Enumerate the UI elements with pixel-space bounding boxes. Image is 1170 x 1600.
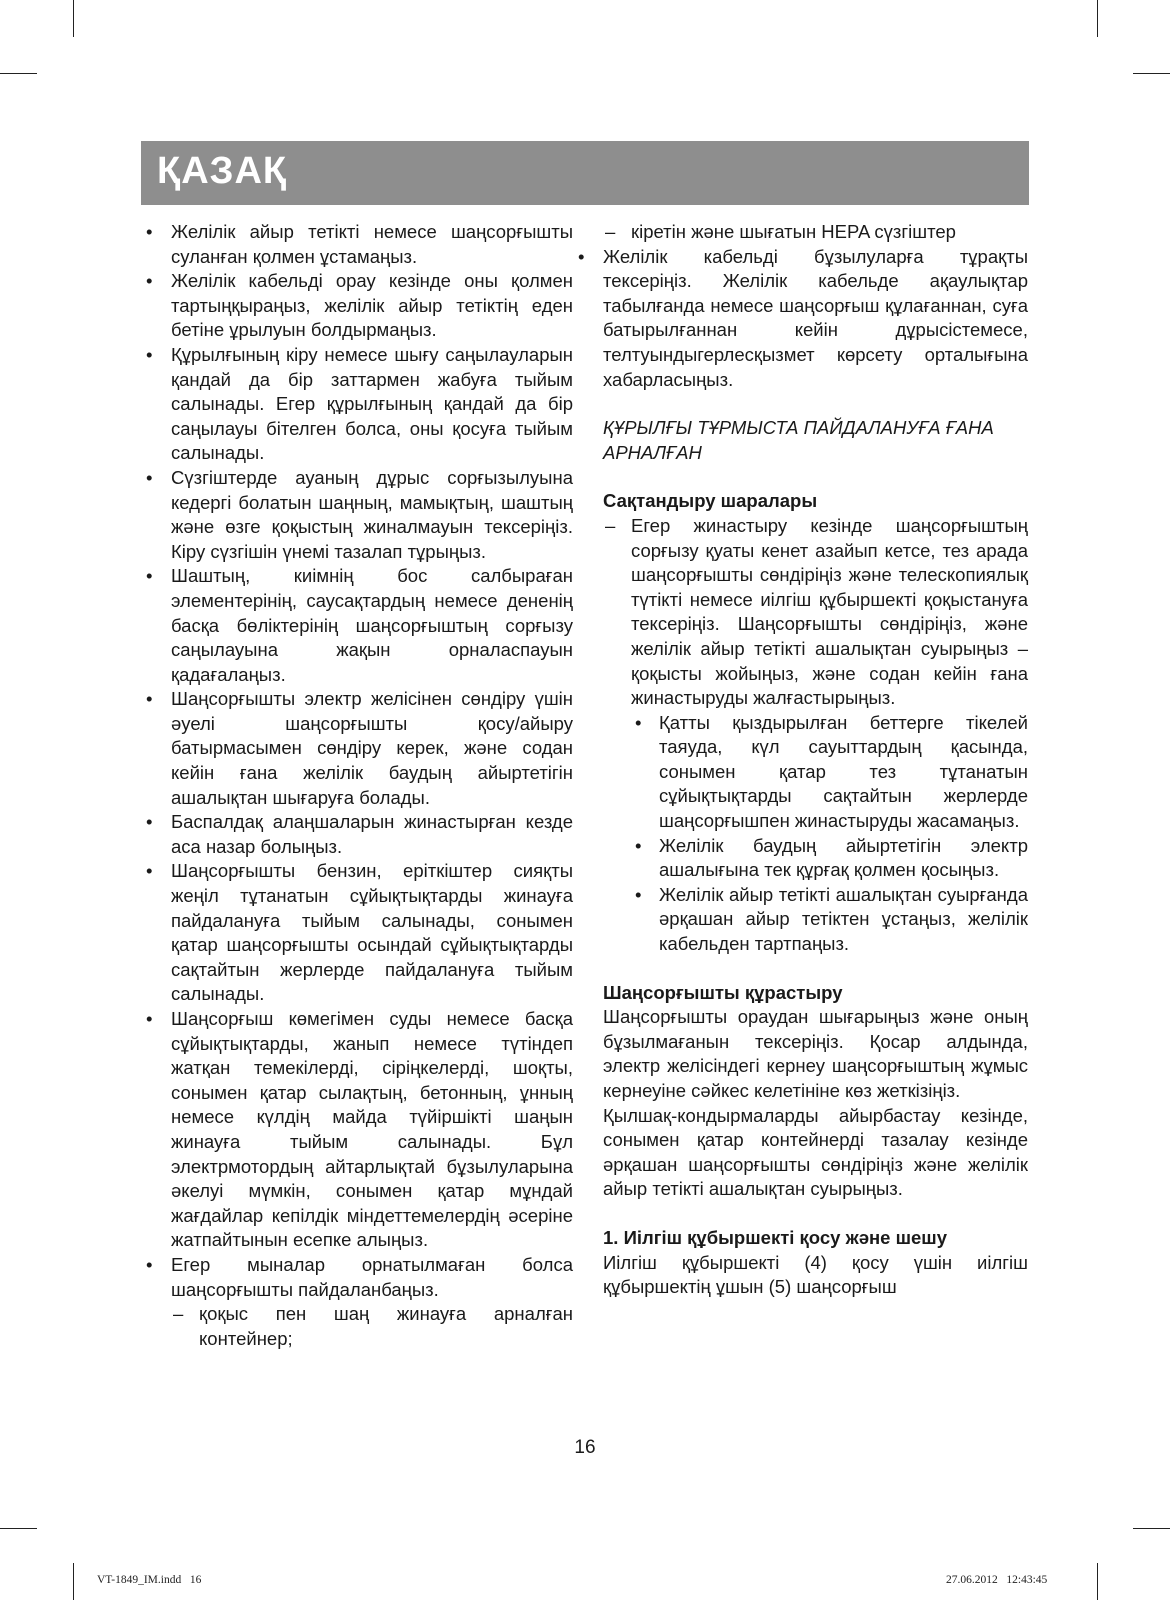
household-use-notice: ҚҰРЫЛҒЫ ТҰРМЫСТА ПАЙДАЛАНУҒА ҒАНА АРНАЛҒАН — [603, 417, 994, 463]
language-header-bar — [141, 141, 1029, 205]
list-item: • Желілік айыр тетікті немесе шаңсорғышты суланған қолмен ұстамаңыз. — [143, 220, 573, 269]
section-title-assembly: Шаңсорғышты құрастыру — [603, 981, 843, 1003]
list-item-text: Егер жинастыру кезінде шаңсорғыштың сорғызу қуаты кенет азайып кетсе, тез арада шаңсорғышты сөндіріңіз және телескопиялық түтікті немесе иілгіш құбыршекті қоқыстануға тексеріңіз. Шаңсорғышты сөндіріңіз, және желілік айыр тетікті ашалықтан суырыңыз – қоқысты жойыңыз, және содан кейін ғана жинастыруды жалғастырыңыз. — [631, 514, 1028, 709]
list-item-text: Егер мыналар орнатылмаған болса шаңсорғышты пайдаланбаңыз. — [171, 1253, 573, 1300]
assembly-paragraph: Қылшақ-кондырмаларды айырбастау кезінде, сонымен қатар контейнерді тазалау кезінде әрқашан шаңсорғышты сөндіріңіз және желілік айыр тетікті ашалықтан суырыңыз. — [603, 1104, 1028, 1200]
left-column — [143, 220, 573, 1351]
list-item: • Желілік кабельді бұзылуларға тұрақты тексеріңіз. Желілік кабельде ақаулықтар табылғанда немесе шаңсорғыш құлағаннан, суға батырылғаннан кейін дұрысістемесе, телтуындыгерлесқызмет көрсету орталығына хабарласыңыз. — [575, 245, 1028, 393]
sub-list-item: – кіретін және шығатын HEPA сүзгіштер — [603, 220, 1028, 245]
continued-dash-list — [603, 220, 1028, 245]
safety-bullet-list — [143, 220, 573, 1351]
date-slug: 27.06.2012 12:43:45 — [946, 1574, 1048, 1586]
crop-mark — [0, 1528, 37, 1529]
continued-bullet-list — [575, 245, 1028, 393]
crop-mark — [1097, 1563, 1098, 1600]
right-column — [603, 220, 1028, 1300]
list-item: • Құрылғының кіру немесе шығу саңылауларын қандай да бір заттармен жабуға тыйым салынады. Егер құрылғының қандай да бір саңылауы бітелген болса, оны қосуға тыйым салынады. — [143, 343, 573, 466]
sub-list-item: – қоқыс пен шаң жинауға арналған контейнер; — [171, 1302, 573, 1351]
list-item: • Желілік кабельді орау кезінде оны қолмен тартыңқыраңыз, желілік айыр тетіктің еден бетіне ұрылуын болдырмаңыз. — [143, 269, 573, 343]
list-item: • Шаштың, киімнің бос салбыраған элементерінің, саусақтардың немесе дененің басқа бөліктерінің шаңсорғыштың сорғызу саңылауына жақын орналаспауын қадағалаңыз. — [143, 564, 573, 687]
crop-mark — [73, 1563, 74, 1600]
page-number: 16 — [574, 1437, 596, 1458]
sub-list-item: • Желілік баудың айыртетігін электр ашалығына тек құрғақ қолмен қосыңыз. — [631, 834, 1028, 883]
file-slug: VT-1849_IM.indd 16 — [97, 1574, 202, 1586]
crop-mark — [1133, 1528, 1170, 1529]
list-item — [603, 514, 1028, 957]
language-title: ҚАЗАҚ — [157, 150, 288, 192]
sub-list-item: • Желілік айыр тетікті ашалықтан суырғанда әрқашан айыр тетіктен ұстаңыз, желілік кабельден тартпаңыз. — [631, 883, 1028, 957]
crop-mark — [1133, 73, 1170, 74]
list-item: • Сүзгіштерде ауаның дұрыс сорғызылуына кедергі болатын шаңның, мамықтың, шаштың және өзге қоқыстың жиналмауын тексеріңіз. Кіру сүзгішін үнемі тазалап тұрыңыз. — [143, 466, 573, 564]
list-item: • Шаңсорғышты электр желісінен сөндіру үшін әуелі шаңсорғышты қосу/айыру батырмасымен сөндіру керек, және содан кейін ғана желілік баудың айыртетігін ашалықтан шығаруға болады. — [143, 687, 573, 810]
sub-list-item: • Қатты қыздырылған беттерге тікелей таяуда, күл сауыттардың қасында, сонымен қатар тез тұтанатын сұйықтықтарды сақтайтын жерлерде шаңсорғышпен жинастыруды жасамаңыз. — [631, 711, 1028, 834]
list-item: • Шаңсорғыш көмегімен суды немесе басқа сұйықтықтарды, жанып немесе түтіндеп жатқан темекілерді, сіріңкелерді, шоқты, сонымен қатар сылақтың, бетонның, ұнның немесе күлдің майда түйіршікті шаңын жинауға тыйым салынады. Бұл электрмотордың айтарлықтай бұзылуларына әкелуі мүмкін, сонымен қатар мұндай жағдайлар кепілдік міндеттемелердің әсеріне жатпайтынын есепке алыңыз. — [143, 1007, 573, 1253]
list-item: • Шаңсорғышты бензин, еріткіштер сияқты жеңіл тұтанатын сұйықтықтарды жинауға пайдалануға тыйым салынады, сонымен қатар шаңсорғышты осындай сұйықтықтарды сақтайтын жерлерде пайдалануға тыйым салынады. — [143, 859, 573, 1007]
section-title-hose: 1. Иілгіш құбыршекті қосу және шешу — [603, 1226, 948, 1248]
safety-dash-list — [603, 514, 1028, 957]
list-item — [143, 1253, 573, 1351]
crop-mark — [1097, 0, 1098, 37]
sub-dash-list — [171, 1302, 573, 1351]
assembly-paragraph: Шаңсорғышты ораудан шығарыңыз және оның бұзылмағанын тексеріңіз. Қосар алдында, электр желісіндегі кернеу шаңсорғыштың жұмыс кернеуіне сәйкес келетініне көз жеткізіңіз. — [603, 1006, 1028, 1101]
section-title-safety: Сақтандыру шаралары — [603, 490, 818, 512]
crop-mark — [0, 73, 37, 74]
list-item: • Баспалдақ алаңшаларын жинастырған кезде аса назар болыңыз. — [143, 810, 573, 859]
inner-bullet-list — [631, 711, 1028, 957]
hose-paragraph: Иілгіш құбыршекті (4) қосу үшін иілгіш құбыршектің ұшын (5) шаңсорғыш — [603, 1251, 1028, 1298]
crop-mark — [73, 0, 74, 37]
